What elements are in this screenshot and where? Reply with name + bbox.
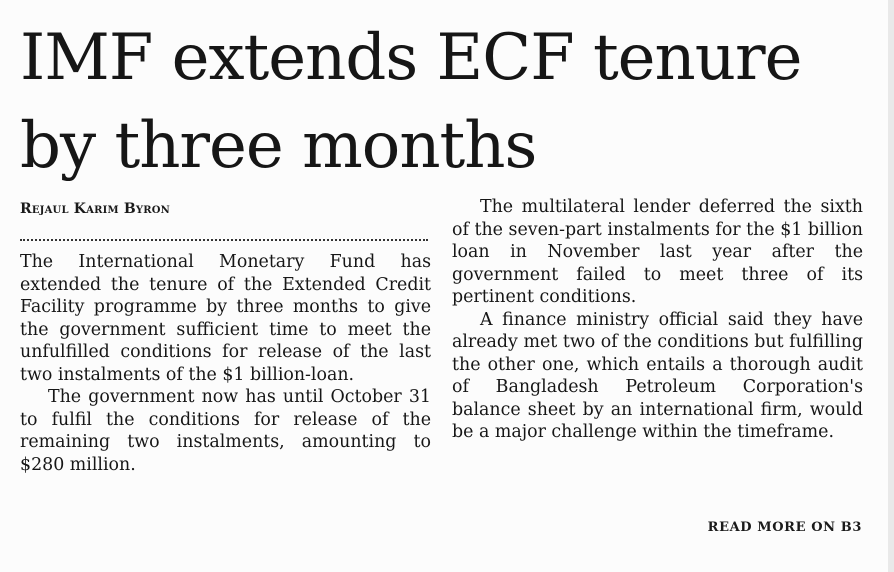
headline-line-2: by three months <box>20 109 537 183</box>
paragraph: A finance ministry official said they have already met two of the conditions but fulfilling the other one, which entails a thorough audit of Bangladesh Petroleum Corporation's balance sheet by an international firm, would be a major challenge within the timeframe. <box>452 309 863 442</box>
paragraph: The multilateral lender deferred the sixth of the seven-part instalments for the $1 billion loan in November last year after the government failed to meet three of its pertinent conditions. <box>452 197 863 307</box>
article-column-left <box>20 251 431 476</box>
paragraph: The government now has until October 31 to fulfil the conditions for release of the remaining two instalments, amounting to $280 million. <box>20 387 431 475</box>
headline-line-1: IMF extends ECF tenure <box>20 21 802 95</box>
byline-divider <box>20 239 428 241</box>
article-column-right <box>452 196 863 444</box>
page-edge <box>888 0 894 572</box>
article-byline: Rejaul Karim Byron <box>20 201 170 217</box>
read-more-link[interactable]: READ MORE ON B3 <box>707 520 862 535</box>
paragraph: The International Monetary Fund has extended the tenure of the Extended Credit Facility programme by three months to give the government sufficient time to meet the unfulfilled conditions for release of the last two instalments of the $1 billion-loan. <box>20 252 431 385</box>
article-headline <box>20 14 880 190</box>
